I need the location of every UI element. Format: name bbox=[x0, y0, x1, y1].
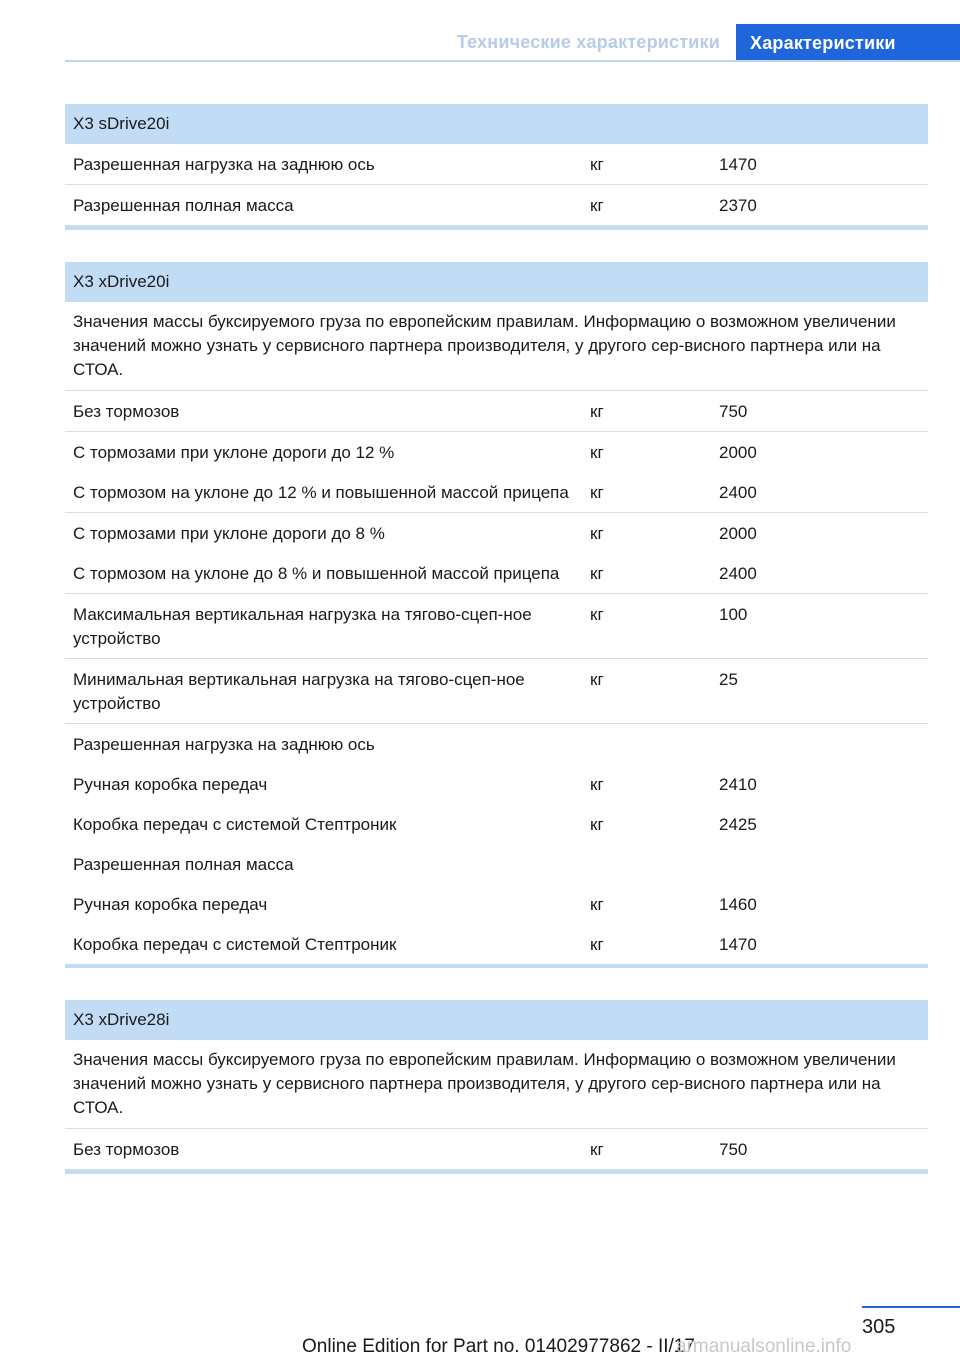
row-label: С тормозом на уклоне до 12 % и повышенной массой прицепа bbox=[73, 483, 569, 502]
row-unit: кг bbox=[590, 670, 604, 689]
watermark: armanualsonline.info bbox=[676, 1336, 852, 1357]
header-divider bbox=[65, 60, 960, 62]
table-end-rule bbox=[65, 1170, 928, 1174]
table-note: Значения массы буксируемого груза по европейским правилам. Информацию о возможном увеличении значений можно узнать у сервисного партнера производителя, у другого сер-висного партнера или на СТОА. bbox=[65, 302, 928, 391]
row-unit: кг bbox=[590, 483, 604, 502]
row-value: 1460 bbox=[719, 895, 757, 914]
row-value: 1470 bbox=[719, 935, 757, 954]
row-label: Минимальная вертикальная нагрузка на тягово-сцеп-ное устройство bbox=[73, 670, 525, 713]
row-label: Разрешенная полная масса bbox=[73, 855, 294, 874]
chapter-tab: Характеристики bbox=[736, 24, 960, 62]
table-row bbox=[65, 185, 928, 226]
page-number: 305 bbox=[862, 1316, 896, 1338]
footer-divider bbox=[862, 1306, 960, 1308]
table-row bbox=[65, 924, 928, 964]
section-title: Технические характеристики bbox=[456, 32, 720, 52]
table-row bbox=[65, 391, 928, 432]
row-label: Ручная коробка передач bbox=[73, 895, 268, 914]
table-row bbox=[65, 432, 928, 472]
row-value: 2400 bbox=[719, 483, 757, 502]
row-unit: кг bbox=[590, 402, 604, 421]
row-unit: кг bbox=[590, 605, 604, 624]
row-value: 750 bbox=[719, 1140, 748, 1159]
row-value: 25 bbox=[719, 670, 738, 689]
row-label: Разрешенная полная масса bbox=[73, 196, 294, 215]
table-title: X3 xDrive20i bbox=[65, 262, 928, 302]
row-label: Без тормозов bbox=[73, 1140, 180, 1159]
spec-table-xdrive28i bbox=[65, 1000, 928, 1174]
row-label: С тормозами при уклоне дороги до 12 % bbox=[73, 443, 395, 462]
row-unit: кг bbox=[590, 775, 604, 794]
table-row bbox=[65, 1129, 928, 1170]
page-header bbox=[65, 24, 960, 62]
table-row bbox=[65, 804, 928, 844]
row-value: 1470 bbox=[719, 155, 757, 174]
edition-line: Online Edition for Part no. 01402977862 - II/17 bbox=[302, 1336, 695, 1357]
row-value: 2410 bbox=[719, 775, 757, 794]
row-unit: кг bbox=[590, 524, 604, 543]
spec-table-xdrive20i bbox=[65, 262, 928, 968]
table-title: X3 xDrive28i bbox=[65, 1000, 928, 1040]
row-unit: кг bbox=[590, 935, 604, 954]
row-value: 2000 bbox=[719, 524, 757, 543]
row-label: С тормозом на уклоне до 8 % и повышенной массой прицепа bbox=[73, 564, 560, 583]
table-row bbox=[65, 472, 928, 513]
row-value: 2370 bbox=[719, 196, 757, 215]
row-unit: кг bbox=[590, 815, 604, 834]
table-row bbox=[65, 844, 928, 884]
table-row bbox=[65, 144, 928, 185]
table-row bbox=[65, 513, 928, 553]
row-value: 2400 bbox=[719, 564, 757, 583]
table-title: X3 sDrive20i bbox=[65, 104, 928, 144]
row-label: С тормозами при уклоне дороги до 8 % bbox=[73, 524, 385, 543]
table-row bbox=[65, 659, 928, 724]
row-label: Коробка передач с системой Стептроник bbox=[73, 935, 397, 954]
table-row bbox=[65, 724, 928, 764]
row-value: 100 bbox=[719, 605, 748, 624]
table-row bbox=[65, 764, 928, 804]
row-unit: кг bbox=[590, 1140, 604, 1159]
row-label: Ручная коробка передач bbox=[73, 775, 268, 794]
row-value: 2425 bbox=[719, 815, 757, 834]
row-unit: кг bbox=[590, 895, 604, 914]
row-unit: кг bbox=[590, 564, 604, 583]
table-note: Значения массы буксируемого груза по европейским правилам. Информацию о возможном увеличении значений можно узнать у сервисного партнера производителя, у другого сер-висного партнера или на СТОА. bbox=[65, 1040, 928, 1129]
row-label: Максимальная вертикальная нагрузка на тягово-сцеп-ное устройство bbox=[73, 605, 532, 648]
table-row bbox=[65, 884, 928, 924]
row-label: Разрешенная нагрузка на заднюю ось bbox=[73, 155, 375, 174]
row-unit: кг bbox=[590, 443, 604, 462]
table-row bbox=[65, 553, 928, 594]
row-unit: кг bbox=[590, 155, 604, 174]
spec-content bbox=[65, 104, 928, 1174]
row-label: Без тормозов bbox=[73, 402, 180, 421]
spec-table-sdrive20i bbox=[65, 104, 928, 230]
table-row bbox=[65, 594, 928, 659]
row-unit: кг bbox=[590, 196, 604, 215]
row-value: 2000 bbox=[719, 443, 757, 462]
row-value: 750 bbox=[719, 402, 748, 421]
row-label: Разрешенная нагрузка на заднюю ось bbox=[73, 735, 375, 754]
row-label: Коробка передач с системой Стептроник bbox=[73, 815, 397, 834]
